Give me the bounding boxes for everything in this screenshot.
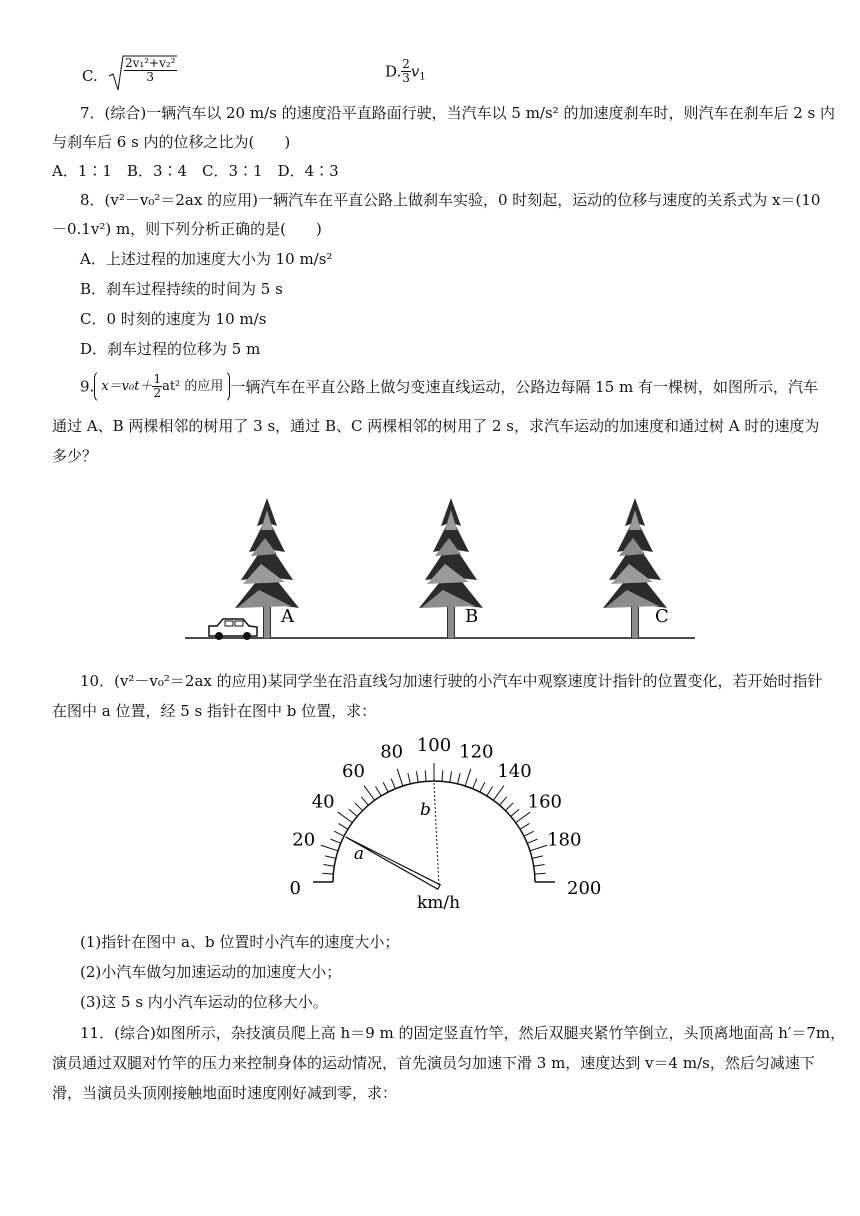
speedometer-tick: [532, 856, 543, 859]
speedometer-tick: [383, 782, 388, 792]
speedometer-tick-label: 60: [342, 761, 365, 783]
speedometer-tick: [527, 839, 537, 843]
trees-diagram: [185, 476, 705, 652]
speedometer-tick: [534, 864, 545, 866]
q10-sub-3: (3)这 5 s 内小汽车运动的位移大小。: [80, 993, 328, 1011]
q8-option-a: A．上述过程的加速度大小为 10 m/s²: [80, 250, 333, 268]
q9-formula-denominator: 2: [153, 386, 162, 400]
speedometer-tick: [520, 823, 529, 829]
q6-option-c-label: C.: [82, 67, 98, 85]
speedometer-tick: [331, 839, 341, 843]
q9-formula-suffix: at² 的应用: [162, 379, 224, 394]
q6-option-d-subscript: 1: [419, 71, 426, 83]
speedometer-tick-label: 180: [547, 829, 582, 851]
tree-label-a: A: [281, 606, 294, 627]
speedometer-tick-label: 20: [292, 829, 316, 851]
q7-options: A．1∶1 B．3∶4 C．3∶1 D．4∶3: [52, 162, 339, 180]
q6-option-d: [385, 58, 426, 85]
q6-option-d-fraction: [401, 58, 411, 85]
speedometer-tick-label: 140: [497, 761, 532, 783]
speedometer-tick: [480, 782, 485, 792]
q9-formula-prefix: x＝v₀t＋: [101, 379, 153, 394]
q9-number: 9.: [80, 377, 95, 396]
speedometer-tick: [487, 787, 493, 796]
q10-line-2: 在图中 a 位置，经 5 s 指针在图中 b 位置，求：: [52, 702, 377, 720]
speedometer-tick: [391, 779, 395, 789]
q6-option-c-numerator: 2v₁²+v₂²: [125, 56, 176, 70]
speedometer-tick: [408, 773, 411, 784]
speedometer-tick: [364, 786, 375, 801]
speedometer-gauge: [285, 728, 610, 918]
car-icon: [209, 619, 257, 640]
speedometer-tick: [458, 773, 461, 784]
q10-sub-1: (1)指针在图中 a、b 位置时小汽车的速度大小；: [80, 933, 400, 951]
speedometer-tick-label: 160: [527, 791, 563, 813]
speedometer-tick: [524, 831, 534, 836]
tree-label-b: B: [465, 606, 479, 627]
q9-line-1: [80, 370, 818, 403]
q11-line-1: 11．(综合)如图所示，杂技演员爬上高 h＝9 m 的固定竖直竹竿，然后双腿夹紧竹竿倒立，头顶离地面高 h′＝7m，: [80, 1024, 846, 1042]
speedometer-tick: [355, 803, 363, 811]
q9-line-3: 多少？: [52, 447, 98, 465]
speedometer-tick-label: 80: [380, 741, 404, 763]
speedometer-tick: [323, 864, 334, 866]
speedometer-tick: [473, 779, 477, 789]
speedometer-tick: [535, 873, 546, 874]
speedometer-tick: [416, 771, 418, 782]
needle-label-a: a: [353, 844, 364, 865]
speedometer-tick: [493, 786, 504, 801]
trees-figure: [185, 476, 705, 652]
speedometer-tick: [397, 769, 403, 786]
speedometer-tick: [442, 770, 443, 781]
q11-line-3: 滑，当演员头顶刚接触地面时速度刚好减到零，求：: [52, 1084, 398, 1102]
q9-line-2: 通过 A、B 两棵相邻的树用了 3 s，通过 B、C 两棵相邻的树用了 2 s，求汽车运动的加速度和通过树 A 时的速度为: [52, 417, 820, 435]
speedometer-tick-label: 120: [459, 741, 494, 763]
q10-sub-2: (2)小汽车做匀加速运动的加速度大小；: [80, 963, 342, 981]
q9-formula-numerator: 1: [153, 372, 162, 386]
speedometer-tick: [530, 845, 547, 851]
q9-line-1-rest: 一辆汽车在平直公路上做匀变速直线运动，公路边每隔 15 m 有一棵树，如图所示，汽车: [230, 378, 819, 396]
speedometer-tick-label: 200: [567, 878, 602, 899]
speedometer-tick: [334, 831, 344, 836]
speedometer-tick: [349, 809, 357, 816]
q6-option-c: [82, 54, 177, 98]
speedometer-tick: [339, 823, 348, 829]
speedometer-tick-label: 100: [416, 735, 452, 756]
speedometer-tick: [338, 812, 353, 823]
q8-option-c: C．0 时刻的速度为 10 m/s: [80, 310, 267, 328]
speedometer-tick: [322, 873, 333, 874]
q11-line-2: 演员通过双腿对竹竿的压力来控制身体的运动情况，首先演员匀加速下滑 3 m，速度达到 v＝4 m/s，然后匀减速下: [52, 1054, 815, 1072]
q10-line-1: 10．(v²－v₀²＝2ax 的应用)某同学坐在沿直线匀加速行驶的小汽车中观察速度计指针的位置变化，若开始时指针: [80, 672, 823, 690]
speedometer-tick: [375, 787, 381, 796]
speedometer-tick: [500, 797, 507, 805]
speedometer-tick: [505, 803, 513, 811]
tree-label-c: C: [655, 606, 669, 627]
needle-label-b: b: [420, 800, 431, 820]
speedometer-tick: [425, 770, 426, 781]
needle-b: [434, 783, 439, 887]
q6-option-d-var: v: [410, 62, 420, 81]
speedometer-tick-label: 0: [289, 878, 301, 899]
speedometer-tick: [325, 856, 336, 859]
q7-line-2: 与刹车后 6 s 内的位移之比为( ): [52, 133, 291, 151]
q8-option-d: D．刹车过程的位移为 5 m: [80, 340, 261, 358]
speed-unit: km/h: [417, 893, 461, 913]
q6-option-c-fraction: [124, 57, 177, 84]
speedometer-tick: [516, 812, 531, 823]
speedometer-tick: [465, 769, 471, 786]
q6-option-d-numerator: 2: [402, 57, 410, 71]
speedometer-figure: [285, 728, 610, 918]
q6-option-c-denominator: 3: [146, 70, 155, 84]
q6-option-d-label: D.: [385, 62, 402, 81]
q8-line-2: －0.1v²) m，则下列分析正确的是( ): [52, 220, 322, 238]
q8-line-1: 8．(v²－v₀²＝2ax 的应用)一辆汽车在平直公路上做刹车实验，0 时刻起，运动的位移与速度的关系式为 x＝(10: [80, 191, 821, 209]
speedometer-tick: [361, 797, 368, 805]
speedometer-tick: [321, 845, 338, 851]
speedometer-tick: [511, 809, 519, 816]
q6-option-d-denominator: 3: [402, 71, 410, 85]
q7-line-1: 7．(综合)一辆汽车以 20 m/s 的速度沿平直路面行驶，当汽车以 5 m/s² 的加速度刹车时，则汽车在刹车后 2 s 内: [80, 104, 835, 122]
q9-formula-fraction: [152, 373, 162, 400]
speedometer-tick-label: 40: [311, 791, 335, 813]
q9-formula: [94, 370, 230, 403]
q8-option-b: B．刹车过程持续的时间为 5 s: [80, 280, 283, 298]
speedometer-tick: [450, 771, 452, 782]
